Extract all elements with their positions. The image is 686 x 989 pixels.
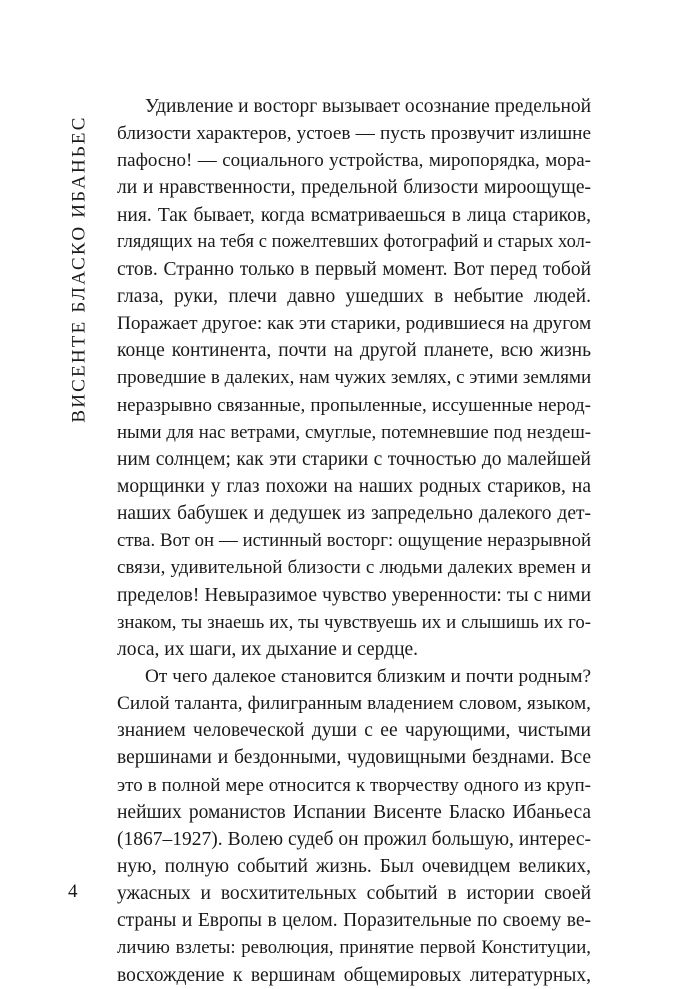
text-line: страны и Европы в целом. Поразительные по своему ве- — [117, 910, 591, 932]
paragraph-2 — [117, 663, 591, 989]
text-line: лоса, их шаги, их дыхание и сердце. — [117, 638, 419, 660]
page-number: 4 — [68, 881, 78, 902]
text-line: ства. Вот он — истинный восторг: ощущение неразрывной — [117, 530, 591, 552]
text-line: глядящих на тебя с пожелтевших фотографий и старых хол- — [117, 231, 591, 252]
text-line: пределов! Невыразимое чувство уверенности: ты с ними — [117, 584, 591, 606]
text-line: ную, полную событий жизнь. Был очевидцем великих, — [117, 855, 591, 877]
text-line: Силой таланта, филигранным владением словом, языком, — [117, 693, 591, 715]
text-line: нейших романистов Испании Висенте Бласко Ибаньеса — [117, 801, 591, 823]
text-line: личию взлеты: революция, принятие первой Конституции, — [117, 937, 591, 959]
text-line: ужасных и восхитительных событий в истории своей — [117, 883, 591, 905]
text-line: стов. Странно только в первый момент. Вот перед тобой — [117, 258, 591, 280]
text-line: Удивление и восторг вызывает осознание предельной — [145, 96, 592, 117]
text-line: ния. Так бывает, когда всматриваешься в лица стариков, — [117, 204, 591, 226]
text-line: близости характеров, устоев — пусть прозвучит излишне — [117, 123, 591, 145]
text-line: связи, удивительной близости с людьми далеких времен и — [117, 557, 591, 579]
running-head — [66, 96, 94, 442]
running-head-text: ВИСЕНТЕ БЛАСКО ИБАНЬЕС — [69, 115, 90, 423]
text-line: морщинки у глаз похожи на наших родных стариков, на — [117, 475, 591, 497]
body-text — [117, 93, 591, 989]
text-line: наших бабушек и дедушек из запредельно далекого дет- — [117, 503, 591, 525]
text-line: От чего далекое становится близким и почти родным? — [145, 665, 591, 687]
text-line: проведшие в далеких, нам чужих землях, с этими землями — [117, 367, 592, 389]
text-line: пафосно! — социального устройства, миропорядка, мора- — [117, 150, 591, 172]
text-line: знанием человеческой души с ее чарующими, чистыми — [117, 720, 591, 742]
text-line: вершинами и бездонными, чудовищными безднами. Все — [117, 747, 591, 769]
text-line: ли и нравственности, предельной близости мироощуще- — [117, 177, 591, 199]
text-line: ним солнцем; как эти старики с точностью до малейшей — [117, 448, 591, 470]
text-line: (1867–1927). Волею судеб он прожил большую, интерес- — [117, 828, 591, 850]
text-line: Поражает другое: как эти старики, родившиеся на другом — [117, 313, 592, 335]
text-line: ными для нас ветрами, смуглые, потемневшие под нездеш- — [117, 421, 591, 443]
text-line: конце континента, почти на другой планете, всю жизнь — [117, 340, 591, 362]
text-line: глаза, руки, плечи давно ушедших в небытие людей. — [117, 285, 591, 307]
text-line: знаком, ты знаешь их, ты чувствуешь их и слышишь их го- — [117, 611, 591, 633]
text-line: это в полной мере относится к творчеству одного из круп- — [117, 774, 591, 796]
text-line: неразрывно связанные, пропыленные, иссушенные нерод- — [117, 394, 591, 416]
paragraph-1 — [117, 93, 591, 663]
text-line: восхождение к вершинам общемировых литературных, — [117, 964, 591, 986]
